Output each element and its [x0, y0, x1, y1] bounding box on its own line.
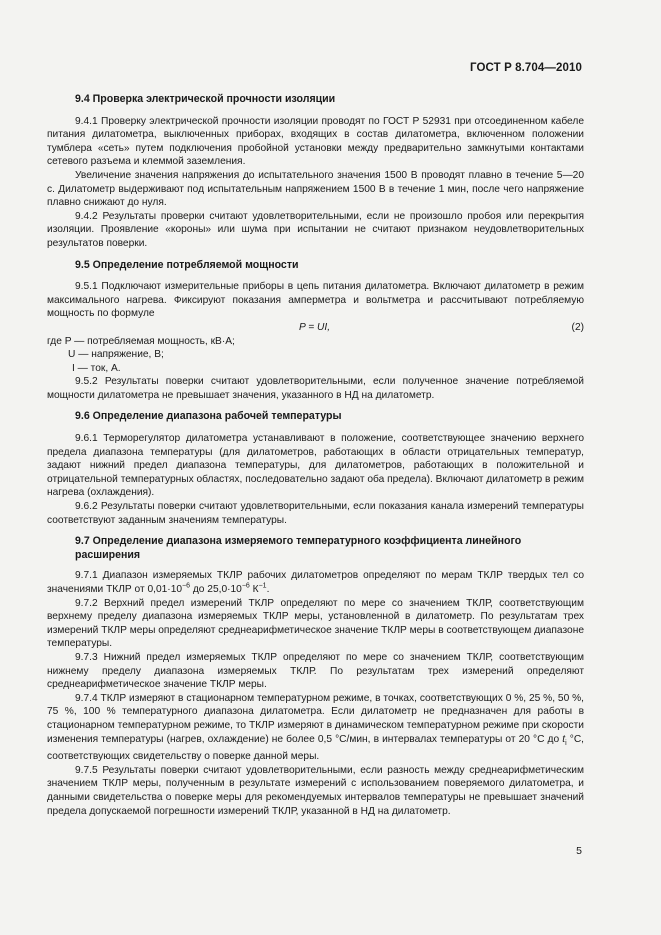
section-9-7-title-line2: расширения	[75, 548, 141, 561]
paragraph-9-5-1: 9.5.1 Подключают измерительные приборы в цепь питания дилатометра. Включают дилатометр в режим максимального нагрева. Фиксируют показания амперметра и вольтметра и рассчитывают потребляемую мощность по формуле	[47, 281, 584, 320]
paragraph-9-6-2: 9.6.2 Результаты поверки считают удовлетворительными, если показания канала измерений температуры соответствуют заданным значениям температуры.	[47, 501, 584, 526]
p974-temp-symbol: t	[562, 733, 566, 745]
document-body	[47, 90, 584, 818]
legend-p: где P — потребляемая мощность, кВ·А;	[47, 335, 235, 347]
formula-legend	[47, 335, 584, 376]
p974-part-a: 9.7.4 ТКЛР измеряют в стационарном температурном режиме, в точках, соответствующих 0 %, 25 %, 50 %, 75 %, 100 % температурного диапазона дилатометра. Если дилатометр не предназначен для работы в стационарном температурном режиме, то ТКЛР измеряют в динамическом температурном режиме при скорости изменения температуры (нагрев, охлаждение) не более 0,5 °С/мин, в интервалах температуры от 20 °С до	[47, 692, 584, 745]
section-9-4-title: 9.4 Проверка электрической прочности изоляции	[75, 93, 336, 105]
formula-expression: P = UI,	[299, 321, 331, 333]
paragraph-9-4-2: 9.4.2 Результаты проверки считают удовлетворительными, если не произошло пробоя или перекрытия изоляции. Проявление «короны» или шума при испытании не считают признаком неудовлетворительных результатов поверки.	[47, 210, 584, 249]
paragraph-9-5-2: 9.5.2 Результаты поверки считают удовлетворительными, если полученное значение потребляемой мощности дилатометра не превышает значения, указанного в НД на дилатометр.	[47, 376, 584, 401]
p971-exp-3: −1	[258, 582, 267, 590]
legend-i: I — ток, А.	[72, 362, 121, 374]
p971-part-a: 9.7.1 Диапазон измеряемых ТКЛР рабочих дилатометров определяют по мерам ТКЛР твердых тел со значениями ТКЛР от 0,01·10	[47, 570, 584, 595]
paragraph-9-6-1: 9.6.1 Терморегулятор дилатометра устанавливают в положение, соответствующее значению верхнего предела диапазона температуры (для дилатометров, работающих в области отрицательных температур, задают нижний предел диапазона температуры, для дилатометров, работающих в положительной и отрицательной температурных областях, последовательно задают оба предела). Включают дилатометр в режим нагрева (охлаждения).	[47, 433, 584, 499]
section-9-6-title: 9.6 Определение диапазона рабочей температуры	[75, 410, 342, 423]
p971-part-d: .	[266, 584, 270, 595]
paragraph-9-4-1-cont: Увеличение значения напряжения до испытательного значения 1500 В проводят плавно в течение 5—20 с. Дилатометр выдерживают под испытательным напряжением 1500 В в течение 1 мин, после чего напряжение плавно снижают до нуля.	[47, 169, 584, 209]
p974-temp-index: i	[565, 739, 567, 747]
page-number: 5	[576, 845, 582, 857]
p971-exp-1: −6	[182, 582, 191, 590]
paragraph-9-7-1	[47, 569, 584, 596]
section-9-7-title	[47, 535, 584, 562]
p971-part-c: К	[249, 584, 259, 595]
p974-part-b: °С, соответствующих свидетельству о поверке данной меры.	[47, 733, 585, 763]
formula-number: (2)	[571, 321, 584, 333]
legend-u: U — напряжение, В;	[68, 349, 164, 361]
p971-exp-2: −6	[241, 582, 250, 590]
paragraph-9-4-1: 9.4.1 Проверку электрической прочности изоляции проводят по ГОСТ Р 52931 при отсоединенном кабеле питания дилатометра, выключенных приборах, входящих в состав дилатометра, включенном положении тумблера «сеть» путем подключения пробойной установки между предварительно замкнутыми контактами сетевого разъема и клеммой заземления.	[47, 115, 584, 168]
formula-2	[47, 321, 584, 335]
document-code-header: ГОСТ Р 8.704—2010	[470, 62, 582, 74]
paragraph-9-7-5: 9.7.5 Результаты поверки считают удовлетворительными, если разность между среднеарифметическим значением ТКЛР меры, полученным в результате измерений с использованием поверяемого дилатометра, и данными свидетельства о поверке меры для рекомендуемых интервалов температуры не превышает значений предела допускаемой погрешности измерений ТКЛР, указанной в НД на дилатометр.	[47, 764, 584, 817]
section-9-5-title: 9.5 Определение потребляемой мощности	[75, 258, 299, 271]
paragraph-9-7-4	[47, 692, 584, 764]
paragraph-9-7-2: 9.7.2 Верхний предел измерений ТКЛР определяют по мере со значением ТКЛР, соответствующим верхнему пределу диапазона измеряемых ТКЛР меры, установленной в дилатометр. По результатам трех измерений ТКЛР меры определяют среднеарифметическое значение ТКЛР меры в соответствующем диапазоне температуры.	[47, 597, 584, 650]
p971-part-b: до 25,0·10	[190, 584, 242, 595]
paragraph-9-7-3: 9.7.3 Нижний предел измеряемых ТКЛР определяют по мере со значением ТКЛР, соответствующим нижнему пределу диапазона измеряемых ТКЛР. По результатам трех измерений определяют среднеарифметическое значение ТКЛР меры.	[47, 651, 584, 691]
section-9-7-title-line1: 9.7 Определение диапазона измеряемого температурного коэффициента линейного	[75, 535, 522, 548]
